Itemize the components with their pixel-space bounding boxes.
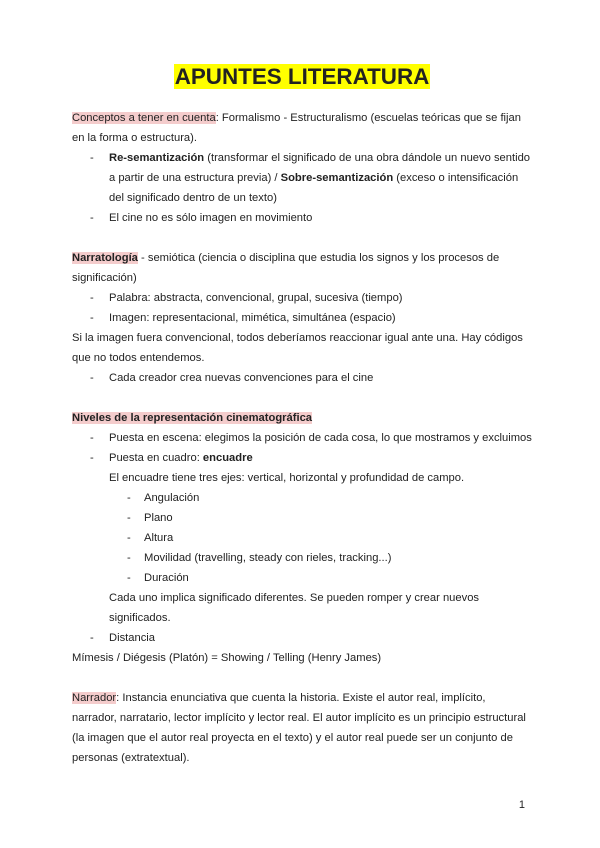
list-item: - Re-semantización (transformar el significado de una obra dándole un nuevo sentido a partir de una estructura previa) / Sobre-semantización (exceso o intensificación del significado dentro de un texto): [72, 148, 532, 208]
list-item: - Angulación: [72, 488, 532, 508]
list-item: - Distancia: [72, 628, 532, 648]
section-narratologia: [72, 248, 532, 288]
narratologia-paragraph: Si la imagen fuera convencional, todos deberíamos reaccionar igual ante una. Hay códigos que no todos entendemos.: [72, 332, 523, 364]
mimesis-line: Mímesis / Diégesis (Platón) = Showing / Telling (Henry James): [72, 652, 382, 664]
list-item: - Altura: [72, 528, 532, 548]
list-item: - Palabra: abstracta, convencional, grupal, sucesiva (tiempo): [72, 288, 532, 308]
list-item: - Movilidad (travelling, steady con rieles, tracking...): [72, 548, 532, 568]
section-narratologia-text: - semiótica (ciencia o disciplina que estudia los signos y los procesos de significación): [72, 252, 500, 284]
section-conceptos-text: : Formalismo - Estructuralismo (escuelas teóricas que se fijan en la forma o estructura).: [72, 112, 521, 144]
section-narrador: [72, 688, 532, 768]
list-item: - Puesta en escena: elegimos la posición de cada cosa, lo que mostramos y excluimos: [72, 428, 532, 448]
section-narrador-text: : Instancia enunciativa que cuenta la historia. Existe el autor real, implícito, narrador, narratario, lector implícito y lector real. El autor implícito es un principio estructural (la imagen que el autor real proyecta en el texto) y el autor real puede ser un conjunto de personas (extratextual).: [72, 692, 526, 764]
section-conceptos-label: Conceptos a tener en cuenta: [72, 112, 216, 124]
axes-list: [72, 488, 532, 588]
list-item: - Imagen: representacional, mimética, simultánea (espacio): [72, 308, 532, 328]
list-item: - Puesta en cuadro: encuadre: [72, 448, 532, 468]
section-niveles: [72, 408, 532, 428]
document-page: [72, 66, 532, 768]
section-narratologia-label: Narratología: [72, 252, 138, 264]
narratologia-list-2: [72, 368, 532, 388]
section-narrador-label: Narrador: [72, 692, 117, 704]
section-niveles-label: Niveles de la representación cinematográfica: [72, 412, 313, 424]
axes-intro: El encuadre tiene tres ejes: vertical, horizontal y profundidad de campo.: [109, 472, 465, 484]
list-item: - Duración: [72, 568, 532, 588]
niveles-list: [72, 428, 532, 468]
conceptos-list: [72, 148, 532, 228]
narratologia-list: [72, 288, 532, 328]
niveles-list-2: [72, 628, 532, 648]
section-conceptos: [72, 108, 532, 148]
document-title: APUNTES LITERATURA: [174, 64, 430, 89]
axes-note: Cada uno implica significado diferentes. Se pueden romper y crear nuevos significados.: [109, 592, 480, 624]
page-number: 1: [518, 799, 525, 811]
list-item: - Cada creador crea nuevas convenciones para el cine: [72, 368, 532, 388]
list-item: - El cine no es sólo imagen en movimiento: [72, 208, 532, 228]
list-item: - Plano: [72, 508, 532, 528]
